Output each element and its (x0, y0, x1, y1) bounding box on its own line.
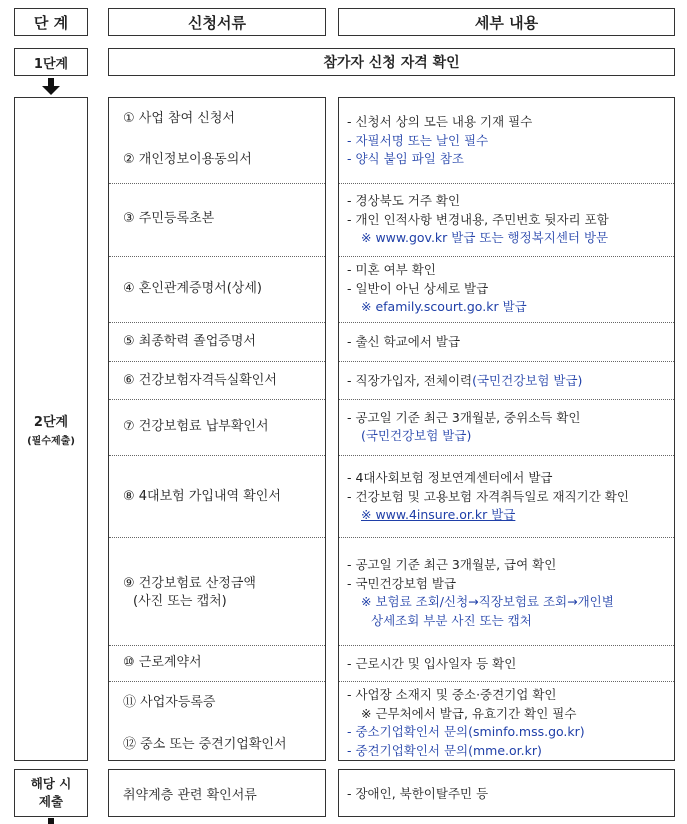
stage3-document: 취약계층 관련 확인서류 (108, 769, 326, 817)
detail-row-7: - 공고일 기준 최근 3개월분, 중위소득 확인 (국민건강보험 발급) (347, 409, 581, 443)
doc-2: ② 개인정보이용동의서 (123, 152, 252, 167)
doc-5: ⑤ 최종학력 졸업증명서 (123, 334, 256, 349)
stage2-sublabel: (필수제출) (27, 436, 75, 447)
doc-4: ④ 혼인관계증명서(상세) (123, 281, 262, 296)
stage2-label (14, 97, 88, 761)
doc-10: ⑩ 근로계약서 (123, 655, 202, 670)
stage3-label: 해당 시 제출 (14, 769, 88, 817)
doc-3: ③ 주민등록초본 (123, 211, 215, 226)
stage1-label (14, 48, 88, 76)
doc-7: ⑦ 건강보험료 납부확인서 (123, 419, 269, 434)
doc-11: ⑪ 사업자등록증 (123, 695, 216, 710)
doc-12: ⑫ 중소 또는 중견기업확인서 (123, 737, 287, 752)
doc-9: ⑨ 건강보험료 산정금액 (사진 또는 캡처) (123, 576, 256, 609)
header-documents (108, 8, 326, 36)
header-details-label: 세부 내용 (474, 13, 539, 32)
down-arrow-icon (40, 78, 62, 96)
detail-row-4: - 미혼 여부 확인 - 일반이 아닌 상세로 발급 ※ efamily.scourt.go.kr 발급 (347, 262, 527, 315)
detail-row-8: - 4대사회보험 정보연계센터에서 발급 - 건강보험 및 고용보험 자격취득일로 재직기간 확인 ※ www.4insure.or.kr 발급 (347, 461, 670, 533)
header-stage-label: 단 계 (33, 13, 69, 32)
detail-row-9: - 공고일 기준 최근 3개월분, 급여 확인 - 국민건강보험 발급 ※ 보험료 조회/신청→직장보험료 조회→개인별 상세조회 부분 사진 또는 캡처 (347, 557, 614, 628)
detail-row-3: - 경상북도 거주 확인 - 개인 인적사항 변경내용, 주민번호 뒷자리 포함 ※ www.gov.kr 발급 또는 행정복지센터 방문 (347, 193, 609, 246)
detail-row-6: - 직장가입자, 전체이력(국민건강보험 발급) (347, 372, 583, 388)
doc-6: ⑥ 건강보험자격득실확인서 (123, 373, 277, 388)
doc-8: ⑧ 4대보험 가입내역 확인서 (123, 489, 281, 504)
4insure-link[interactable]: ※ www.4insure.or.kr 발급 (361, 507, 516, 523)
stage3-detail: - 장애인, 북한이탈주민 등 (338, 769, 675, 817)
detail-row-11: - 사업장 소재지 및 중소·중견기업 확인 ※ 근무처에서 발급, 유효기간 확인 필수 - 중소기업확인서 문의(sminfo.mss.go.kr) - 중견기업확인서 문의(mme.or.kr) (347, 687, 585, 758)
header-details (338, 8, 675, 36)
stage1-title (108, 48, 675, 76)
detail-row-10: - 근로시간 및 입사일자 등 확인 (347, 655, 517, 671)
detail-row-1: - 신청서 상의 모든 내용 기재 필수 - 자필서명 또는 날인 필수 - 양식 붙임 파일 참조 (347, 114, 533, 167)
down-arrow-icon-bottom (44, 818, 58, 824)
stage1-title-text: 참가자 신청 자격 확인 (323, 55, 460, 71)
header-documents-label: 신청서류 (188, 13, 246, 32)
stage2-label-text: 2단계 (33, 415, 69, 430)
doc-1: ① 사업 참여 신청서 (123, 111, 235, 126)
stage2-details-column (338, 97, 675, 761)
stage1-label-text: 1단계 (33, 56, 69, 72)
header-stage (14, 8, 88, 36)
stage2-documents-column (108, 97, 326, 761)
detail-row-5: - 출신 학교에서 발급 (347, 333, 461, 349)
